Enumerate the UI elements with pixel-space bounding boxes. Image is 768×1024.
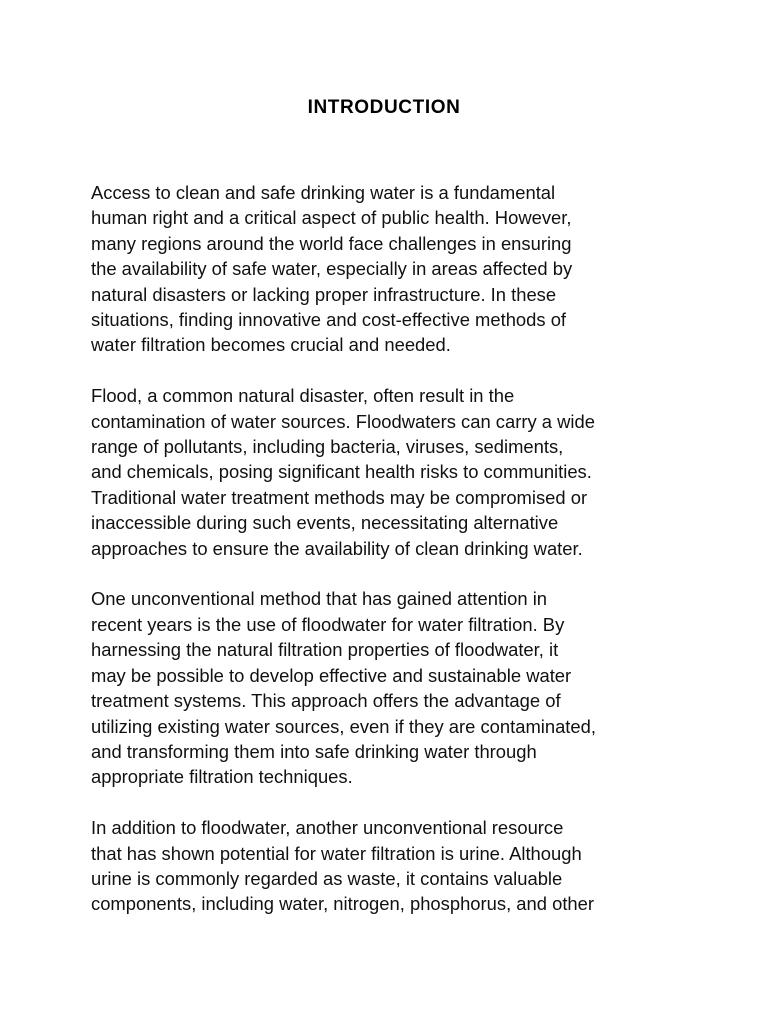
text-line: and chemicals, posing significant health risks to communities. — [91, 461, 592, 483]
text-line: In addition to floodwater, another unconventional resource — [91, 817, 564, 839]
text-line: that has shown potential for water filtration is urine. Although — [91, 842, 582, 864]
text-line: One unconventional method that has gained attention in — [91, 588, 548, 610]
document-body — [91, 180, 691, 942]
text-line: approaches to ensure the availability of clean drinking water. — [91, 537, 583, 559]
text-line: situations, finding innovative and cost-effective methods of — [91, 309, 567, 331]
text-line: treatment systems. This approach offers the advantage of — [91, 690, 561, 712]
paragraph-1 — [91, 180, 691, 358]
text-line: range of pollutants, including bacteria, viruses, sediments, — [91, 436, 564, 458]
text-line: utilizing existing water sources, even if they are contaminated, — [91, 715, 596, 737]
text-line: natural disasters or lacking proper infrastructure. In these — [91, 283, 557, 305]
text-line: many regions around the world face challenges in ensuring — [91, 232, 572, 254]
text-line: harnessing the natural filtration properties of floodwater, it — [91, 639, 559, 661]
paragraph-2 — [91, 383, 691, 561]
text-line: water filtration becomes crucial and needed. — [91, 334, 451, 356]
page-title: INTRODUCTION — [307, 97, 461, 118]
text-line: Access to clean and safe drinking water is a fundamental — [91, 182, 556, 203]
text-line: contamination of water sources. Floodwaters can carry a wide — [91, 410, 595, 432]
paragraph-3 — [91, 586, 691, 789]
text-line: recent years is the use of floodwater for water filtration. By — [91, 613, 565, 635]
text-line: urine is commonly regarded as waste, it contains valuable — [91, 867, 563, 889]
text-line: and transforming them into safe drinking water through — [91, 740, 537, 762]
text-line: may be possible to develop effective and sustainable water — [91, 664, 572, 686]
text-line: inaccessible during such events, necessitating alternative — [91, 512, 559, 534]
text-line: appropriate filtration techniques. — [91, 766, 353, 788]
text-line: Traditional water treatment methods may be compromised or — [91, 486, 588, 508]
text-line: human right and a critical aspect of public health. However, — [91, 207, 572, 229]
text-line: the availability of safe water, especially in areas affected by — [91, 258, 573, 280]
paragraph-4 — [91, 815, 691, 917]
text-line: Flood, a common natural disaster, often result in the — [91, 385, 515, 407]
text-line: components, including water, nitrogen, phosphorus, and other — [91, 893, 595, 915]
